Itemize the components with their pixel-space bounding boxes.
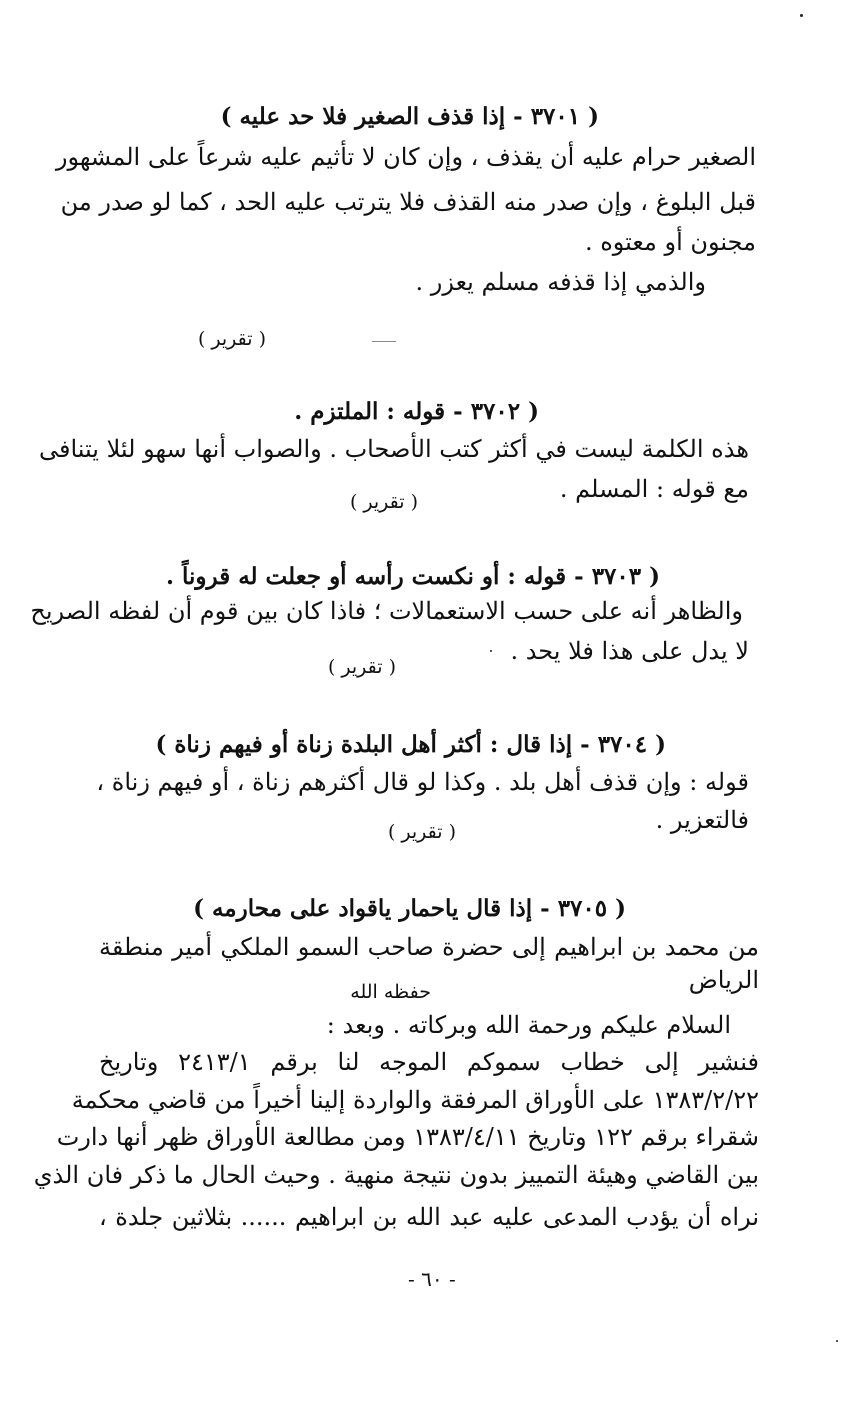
source-citation: ( تقرير ) xyxy=(349,491,418,513)
paragraph-line: هذه الكلمة ليست في أكثر كتب الأصحاب . والصواب أنها سهو لئلا يتنافى xyxy=(39,435,749,463)
letter-line: من محمد بن ابراهيم إلى حضرة صاحب السمو الملكي أمير منطقة xyxy=(99,933,759,961)
letter-line: نراه أن يؤدب المدعى عليه عبد الله بن ابراهيم ...... بثلاثين جلدة ، xyxy=(99,1203,759,1231)
paragraph-line: قوله : وإن قذف أهل بلد . وكذا لو قال أكثرهم زناة ، أو فيهم زناة ، xyxy=(96,768,749,796)
section-heading-3702: ( ٣٧٠٢ - قوله : الملتزم . xyxy=(294,398,539,425)
letter-line: بين القاضي وهيئة التمييز بدون نتيجة منهية . وحيث الحال ما ذكر فان الذي xyxy=(33,1161,759,1189)
section-heading-3701: ( ٣٧٠١ - إذا قذف الصغير فلا حد عليه ) xyxy=(220,103,599,130)
paragraph-line: والذمي إذا قذفه مسلم يعزر . xyxy=(415,268,706,296)
scan-speck xyxy=(490,650,492,652)
paragraph-line: الصغير حرام عليه أن يقذف ، وإن كان لا تأثيم عليه شرعاً على المشهور xyxy=(55,143,756,171)
page-number: - ٦٠ - xyxy=(408,1267,456,1291)
letter-greeting: السلام عليكم ورحمة الله وبركاته . وبعد : xyxy=(326,1011,731,1039)
letter-line: الرياض xyxy=(688,966,759,994)
letter-line: فنشير إلى خطاب سموكم الموجه لنا برقم ٢٤١٣/١ وتاريخ xyxy=(99,1048,759,1076)
paragraph-line: فالتعزير . xyxy=(655,806,749,834)
paragraph-line: قبل البلوغ ، وإن صدر منه القذف فلا يترتب عليه الحد ، كما لو صدر من xyxy=(60,188,756,216)
letter-line: شقراء برقم ١٢٢ وتاريخ ١٣٨٣/٤/١١ ومن مطالعة الأوراق ظهر أنها دارت xyxy=(56,1123,759,1151)
paragraph-line: لا يدل على هذا فلا يحد . xyxy=(510,637,749,665)
paragraph-line: مجنون أو معتوه . xyxy=(584,228,756,256)
scan-speck xyxy=(836,1340,838,1342)
scan-speck xyxy=(800,14,803,17)
paragraph-line: والظاهر أنه على حسب الاستعمالات ؛ فاذا كان بين قوم أن لفظه الصريح xyxy=(30,597,743,625)
section-heading-3703: ( ٣٧٠٣ - قوله : أو نكست رأسه أو جعلت له قروناً . xyxy=(165,563,660,590)
paragraph-line: مع قوله : المسلم . xyxy=(559,475,749,503)
source-citation: ( تقرير ) xyxy=(197,328,266,350)
section-heading-3704: ( ٣٧٠٤ - إذا قال : أكثر أهل البلدة زناة أو فيهم زناة ) xyxy=(155,731,666,758)
source-citation: ( تقرير ) xyxy=(387,821,456,843)
separator-mark xyxy=(372,341,396,342)
section-heading-3705: ( ٣٧٠٥ - إذا قال ياحمار ياقواد على محارمه ) xyxy=(193,895,626,922)
letter-line: ١٣٨٣/٢/٢٢ على الأوراق المرفقة والواردة إلينا أخيراً من قاضي محكمة xyxy=(71,1086,759,1114)
source-citation: ( تقرير ) xyxy=(327,656,396,678)
letter-blessing: حفظه الله xyxy=(350,981,431,1003)
